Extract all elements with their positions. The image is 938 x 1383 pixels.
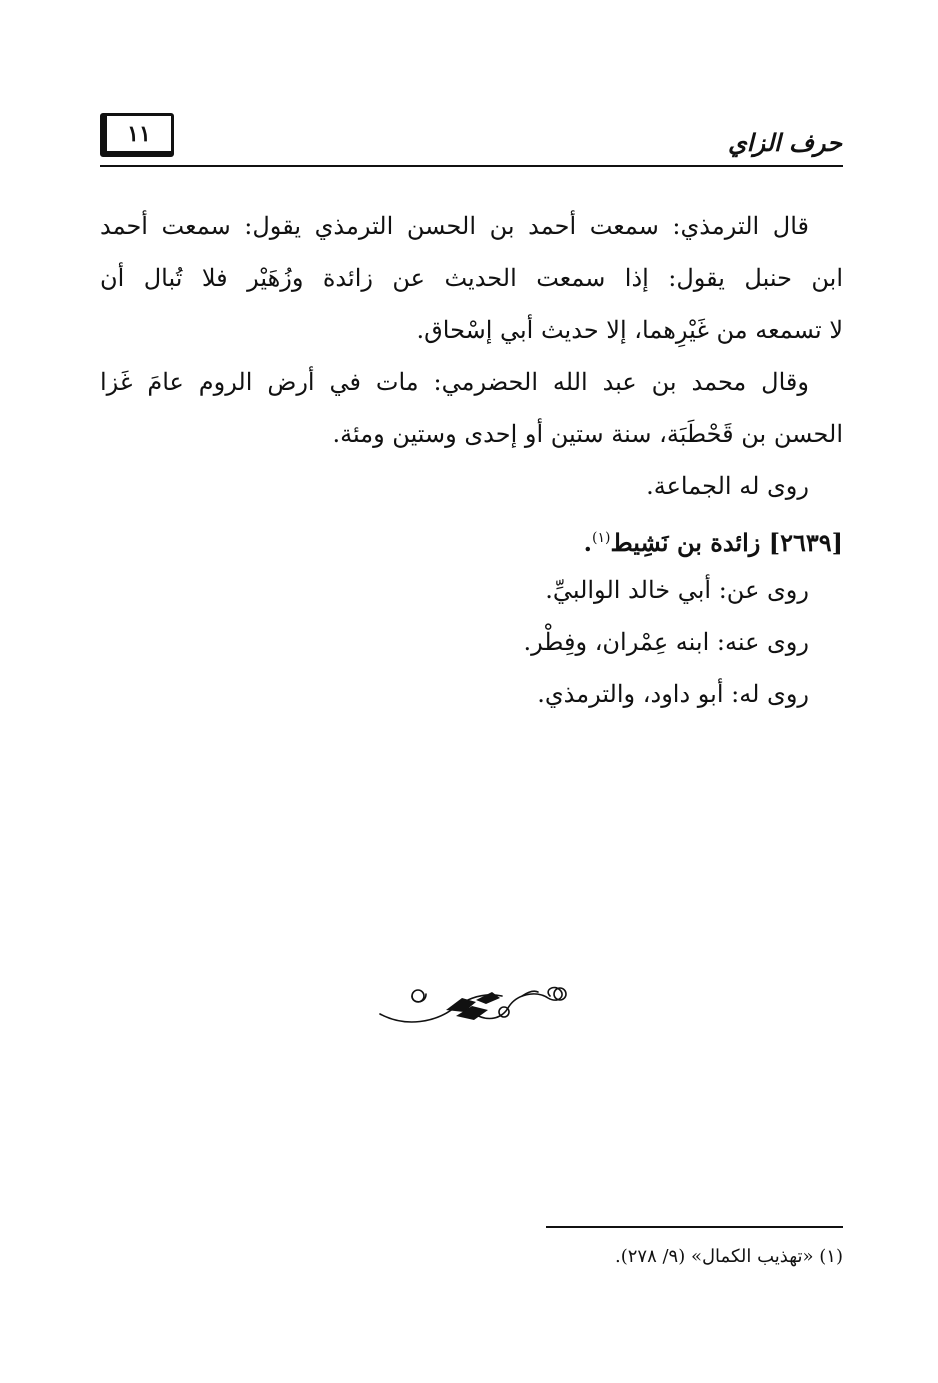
narrated-from: روى عن: أبي خالد الوالبيِّ. (545, 576, 809, 604)
ornament-divider (376, 978, 568, 1030)
paragraph-2-line-1: وقال محمد بن عبد الله الحضرمي: مات في أرض الروم عامَ غَزا (100, 368, 809, 396)
page-number-box (100, 113, 174, 157)
footnote-ref: (١) (592, 530, 611, 546)
body-text (100, 200, 843, 720)
entry-title-end: . (583, 528, 593, 557)
entry-title-text: [٢٦٣٩] زائدة بن نَشِيط (610, 528, 843, 557)
narrated-for: روى له: أبو داود، والترمذي. (537, 680, 809, 708)
footnote: (١) «تهذيب الكمال» (٩/ ٢٧٨). (614, 1246, 843, 1267)
paragraph-2-line-2: الحسن بن قَحْطَبَة، سنة ستين أو إحدى وستين ومئة. (332, 420, 843, 448)
paragraph-3: روى له الجماعة. (646, 472, 809, 500)
header-rule (100, 165, 843, 167)
entry-title (100, 512, 843, 564)
page-number: ١١ (127, 120, 151, 147)
narrated-by: روى عنه: ابنه عِمْران، وفِطْر. (523, 628, 809, 656)
paragraph-1-line-2: ابن حنبل يقول: إذا سمعت الحديث عن زائدة وزُهَيْر فلا تُبال أن (100, 264, 843, 292)
footnote-rule (546, 1226, 843, 1228)
paragraph-1-line-1: قال الترمذي: سمعت أحمد بن الحسن الترمذي يقول: سمعت أحمد (100, 212, 809, 240)
running-title: حرف الزاي (728, 128, 842, 157)
paragraph-1-line-3: لا تسمعه من غَيْرِهما، إلا حديث أبي إسْحاق. (416, 316, 843, 344)
